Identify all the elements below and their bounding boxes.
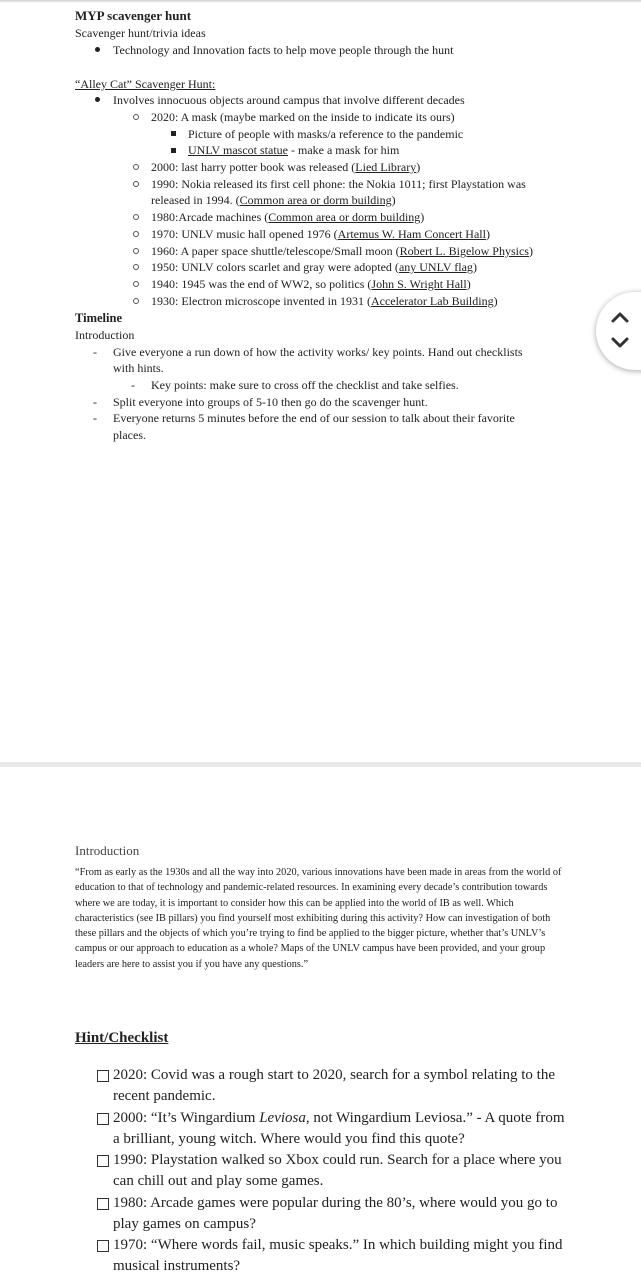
page-top-shadow	[0, 0, 641, 3]
item-1980: 1980:Arcade machines (Common area or dorm building)	[151, 210, 425, 224]
link-wright-hall[interactable]: John S. Wright Hall	[371, 277, 467, 291]
bullet-disc-icon	[95, 97, 100, 102]
doc-subtitle: Scavenger hunt/trivia ideas	[75, 26, 206, 40]
link-unlv-flag[interactable]: any UNLV flag	[398, 260, 473, 274]
item-1960: 1960: A paper space shuttle/telescope/Small moon (Robert L. Bigelow Physics)	[151, 244, 533, 258]
timeline-item-2: Split everyone into groups of 5-10 then go do the scavenger hunt.	[113, 395, 428, 409]
link-unlv-mascot-statue[interactable]: UNLV mascot statue	[188, 143, 288, 157]
doc-title: MYP scavenger hunt	[75, 8, 192, 23]
intro-heading: Introduction	[75, 843, 140, 858]
dash-marker: -	[93, 411, 97, 425]
item-1940: 1940: 1945 was the end of WW2, so politics (John S. Wright Hall)	[151, 277, 471, 291]
link-common-area-1990[interactable]: Common area or dorm building	[239, 193, 392, 207]
checklist-item-2000[interactable]: 2000: “It’s Wingardium Leviosa, not Wingardium Leviosa.” - A quote from a brilliant, young witch. Where would you find this quote?	[97, 1108, 572, 1150]
timeline-item-1-line1: Give everyone a run down of how the activity works/ key points. Hand out checklists	[113, 345, 523, 359]
link-accelerator-lab[interactable]: Accelerator Lab Building	[370, 294, 494, 308]
checkbox[interactable]	[97, 1240, 109, 1252]
checklist-item-1980[interactable]: 1980: Arcade games were popular during the 80’s, where would you go to play games on campus?	[97, 1193, 572, 1235]
bullet-square-icon	[171, 131, 176, 136]
item-1990-line2: released in 1994. (Common area or dorm building)	[151, 193, 396, 207]
bullet-circle-icon	[133, 264, 139, 270]
timeline-item-3-line1: Everyone returns 5 minutes before the end of our session to talk about their favorite	[113, 411, 515, 425]
bullet-circle-icon	[133, 114, 139, 120]
bullet-circle-icon	[133, 248, 139, 254]
item-1930: 1930: Electron microscope invented in 1931 (Accelerator Lab Building)	[151, 294, 498, 308]
item-1990-line1: 1990: Nokia released its first cell phone: the Nokia 1011; first Playstation was	[151, 177, 526, 191]
tech-bullet: Technology and Innovation facts to help move people through the hunt	[113, 43, 454, 57]
dash-marker: -	[93, 345, 97, 359]
bullet-circle-icon	[133, 181, 139, 187]
item-2020-sub2: UNLV mascot statue - make a mask for him	[188, 143, 400, 157]
bullet-circle-icon	[133, 231, 139, 237]
checklist-item-1990[interactable]: 1990: Playstation walked so Xbox could run. Search for a place where you can chill out and play some games.	[97, 1150, 572, 1192]
checklist-item-2020[interactable]: 2020: Covid was a rough start to 2020, search for a symbol relating to the recent pandemic.	[97, 1065, 572, 1107]
bullet-circle-icon	[133, 298, 139, 304]
checkbox[interactable]	[97, 1155, 109, 1167]
chevron-up-icon[interactable]	[610, 310, 630, 324]
intro-paragraph: “From as early as the 1930s and all the way into 2020, various innovations have been made in areas from the world of education to that of technology and pandemic-related resources. In examining every decade’s contribution towards where we are today, it is important to consider how this can be applied into the world of IB as well. Which characteristics (see IB pillars) you find yourself most exhibiting during this activity? How can investigation of both these pillars and the objects of which you’re trying to find be applied to the bigger picture, whether that’s UNLV’s campus or our approach to education as a whole? Maps of the UNLV campus have been provided, and your group leaders are here to assist you if you have any questions.”	[75, 867, 562, 970]
checkbox[interactable]	[97, 1198, 109, 1210]
timeline-item-1-line2: with hints.	[113, 361, 164, 375]
bullet-disc-icon	[95, 47, 100, 52]
alley-bullet: Involves innocuous objects around campus that involve different decades	[113, 93, 465, 107]
checkbox[interactable]	[97, 1070, 109, 1082]
checklist-item-1970[interactable]: 1970: “Where words fail, music speaks.” In which building might you find musical instruments?	[97, 1235, 572, 1277]
link-ham-concert-hall[interactable]: Artemus W. Ham Concert Hall	[337, 227, 486, 241]
dash-marker: -	[93, 395, 97, 409]
item-2020: 2020: A mask (maybe marked on the inside to indicate its ours)	[151, 110, 455, 124]
alley-cat-heading: “Alley Cat” Scavenger Hunt:	[75, 77, 216, 91]
dash-marker: -	[131, 378, 135, 392]
hint-checklist-heading: Hint/Checklist	[75, 1030, 169, 1046]
item-1970: 1970: UNLV music hall opened 1976 (Artemus W. Ham Concert Hall)	[151, 227, 490, 241]
item-2000: 2000: last harry potter book was released (Lied Library)	[151, 160, 421, 174]
item-1950: 1950: UNLV colors scarlet and gray were adopted (any UNLV flag)	[151, 260, 477, 274]
item-2020-sub1: Picture of people with masks/a reference to the pandemic	[188, 127, 464, 141]
timeline-item-3-line2: places.	[113, 428, 146, 442]
timeline-intro: Introduction	[75, 328, 135, 342]
chevron-down-icon[interactable]	[610, 336, 630, 350]
link-lied-library[interactable]: Lied Library	[355, 160, 417, 174]
link-bigelow-physics[interactable]: Robert L. Bigelow Physics	[399, 244, 529, 258]
bullet-square-icon	[171, 148, 176, 153]
link-common-area-1980[interactable]: Common area or dorm building	[268, 210, 421, 224]
bullet-circle-icon	[133, 281, 139, 287]
bullet-circle-icon	[133, 214, 139, 220]
bullet-circle-icon	[133, 164, 139, 170]
timeline-item-1-sub: Key points: make sure to cross off the checklist and take selfies.	[151, 378, 459, 392]
timeline-heading: Timeline	[75, 311, 122, 325]
checkbox[interactable]	[97, 1113, 109, 1125]
